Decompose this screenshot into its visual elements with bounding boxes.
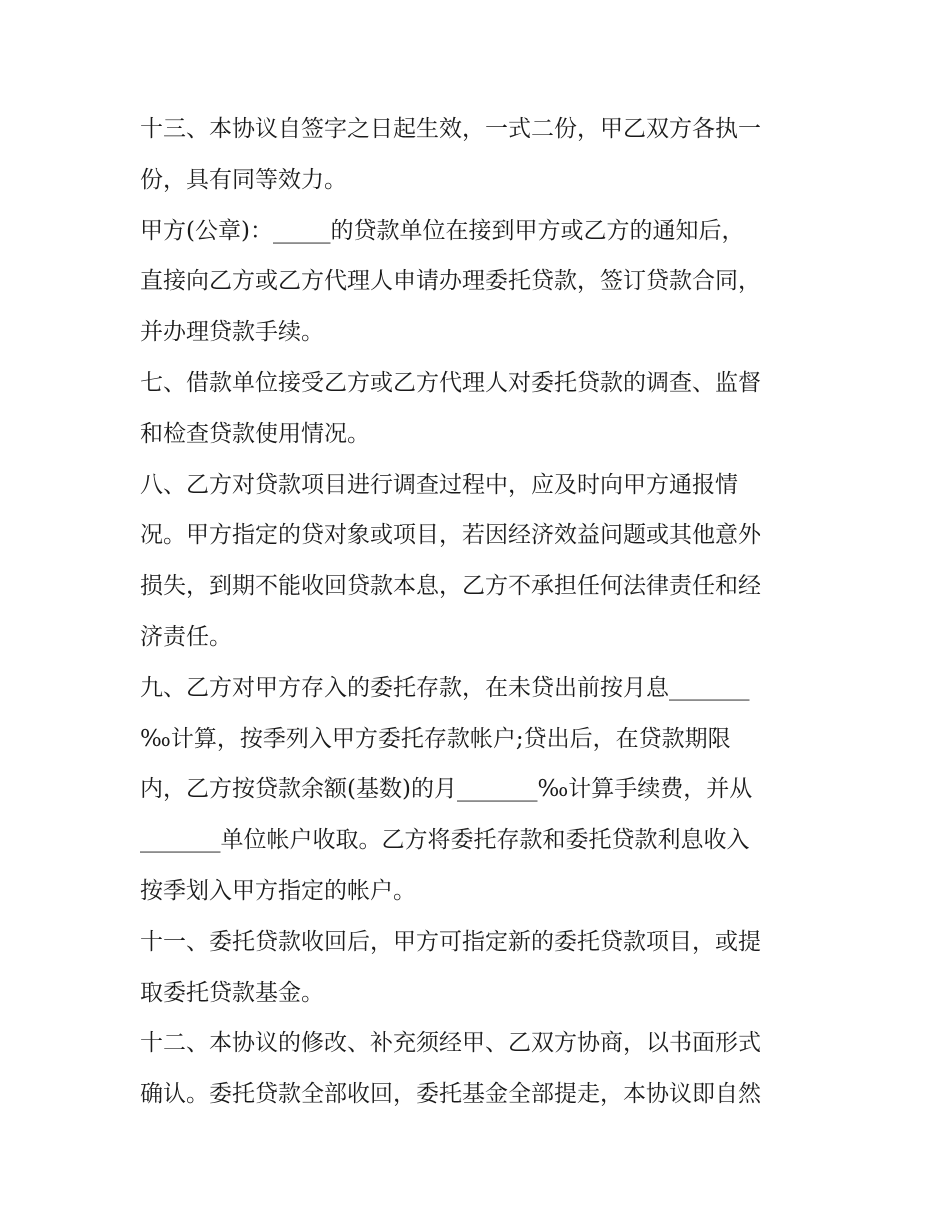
text-line: 济责任。 [140, 623, 232, 650]
text-line: 八、乙方对贷款项目进行调查过程中，应及时向甲方通报情 [140, 471, 738, 498]
text-line: 九、乙方对甲方存入的委托存款，在未贷出前按月息_______ [140, 674, 750, 701]
text-line: 份，具有同等效力。 [140, 166, 347, 193]
text-line: 七、借款单位接受乙方或乙方代理人对委托贷款的调查、监督 [140, 369, 761, 396]
text-line: 甲方(公章)：_____的贷款单位在接到甲方或乙方的通知后， [140, 217, 745, 244]
text-line: _______单位帐户收取。乙方将委托存款和委托贷款利息收入 [140, 827, 750, 854]
text-line: 十三、本协议自签字之日起生效，一式二份，甲乙双方各执一 [140, 116, 761, 142]
text-line: 取委托贷款基金。 [140, 979, 324, 1006]
text-line: 内，乙方按贷款余额(基数)的月_______‰计算手续费，并从 [140, 776, 753, 803]
text-line: 况。甲方指定的贷对象或项目，若因经济效益问题或其他意外 [140, 522, 761, 549]
text-line: 损失，到期不能收回贷款本息，乙方不承担任何法律责任和经 [140, 573, 761, 600]
text-line: 并办理贷款手续。 [140, 319, 324, 346]
text-line: 直接向乙方或乙方代理人申请办理委托贷款，签订贷款合同， [140, 268, 761, 295]
text-line: ‰计算，按季列入甲方委托存款帐户;贷出后，在贷款期限 [140, 725, 731, 752]
text-line: 和检查贷款使用情况。 [140, 420, 370, 447]
text-line: 十二、本协议的修改、补充须经甲、乙双方协商，以书面形式 [140, 1030, 761, 1057]
text-line: 确认。委托贷款全部收回，委托基金全部提走，本协议即自然 [140, 1081, 761, 1108]
text-line: 十一、委托贷款收回后，甲方可指定新的委托贷款项目，或提 [140, 928, 761, 955]
text-line: 按季划入甲方指定的帐户。 [140, 877, 416, 904]
